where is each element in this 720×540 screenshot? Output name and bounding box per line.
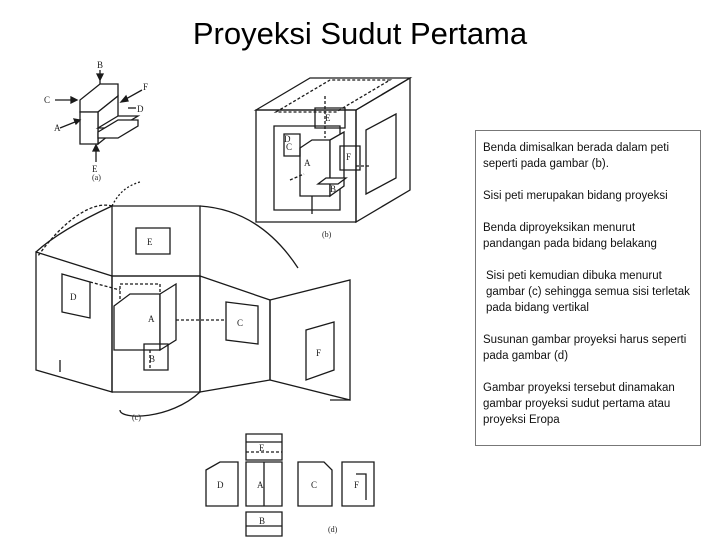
label-d: D	[217, 480, 224, 490]
explanation-textbox	[475, 130, 701, 446]
panel-c-unfolded-box	[36, 182, 350, 416]
label-f: F	[316, 348, 322, 358]
label-f: F	[354, 480, 360, 490]
panel-c-labels	[70, 237, 321, 422]
label-c: C	[237, 318, 244, 328]
caption-d: (d)	[328, 525, 338, 534]
label-e: E	[325, 113, 331, 123]
label-c: C	[44, 95, 51, 105]
label-a: A	[257, 480, 264, 490]
label-b: B	[330, 184, 337, 194]
label-c: C	[286, 142, 293, 152]
note-6: Gambar proyeksi tersebut dinamakan gambar proyeksi sudut pertama atau proyeksi Eropa	[483, 382, 675, 426]
label-e: E	[147, 237, 153, 247]
label-f: F	[143, 82, 149, 92]
label-b: B	[97, 60, 104, 70]
note-3: Benda diproyeksikan menurut pandangan pada bidang belakang	[483, 222, 657, 250]
note-1: Benda dimisalkan berada dalam peti seperti pada gambar (b).	[483, 142, 670, 170]
page-title: Proyeksi Sudut Pertama	[192, 16, 528, 51]
label-b: B	[259, 516, 266, 526]
label-a: A	[54, 123, 61, 133]
panel-d-projection-layout	[206, 434, 374, 536]
label-d: D	[70, 292, 77, 302]
label-a: A	[304, 158, 311, 168]
label-e: E	[92, 164, 98, 174]
note-5: Susunan gambar proyeksi harus seperti pada gambar (d)	[483, 334, 687, 362]
label-f: F	[346, 152, 352, 162]
label-b: B	[149, 354, 156, 364]
caption-c: (c)	[132, 413, 141, 422]
label-d: D	[284, 134, 291, 144]
panel-b-box	[256, 78, 410, 222]
panel-a-object	[55, 70, 142, 162]
label-a: A	[148, 314, 155, 324]
caption-b: (b)	[322, 230, 332, 239]
note-2: Sisi peti merupakan bidang proyeksi	[483, 190, 668, 202]
caption-a: (a)	[92, 173, 101, 182]
label-c: C	[311, 480, 318, 490]
label-e: E	[259, 443, 265, 453]
label-d: D	[137, 104, 144, 114]
note-4: Sisi peti kemudian dibuka menurut gambar (c) sehingga semua sisi terletak pada bidang vertikal	[486, 270, 690, 314]
